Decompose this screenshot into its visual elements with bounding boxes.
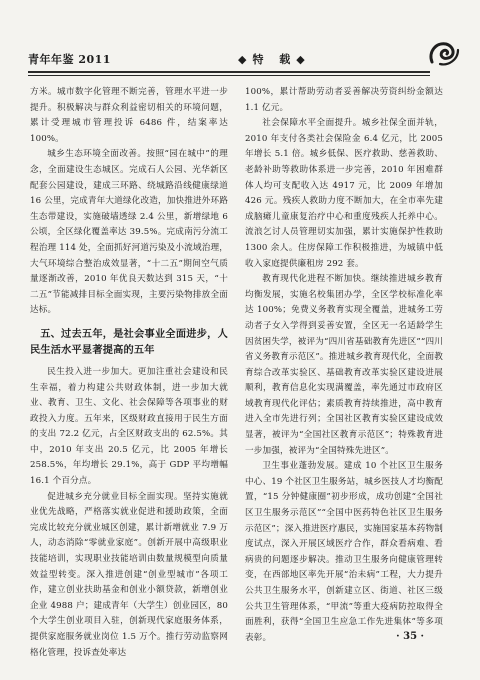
header-rule-thick [28,71,430,73]
right-column [245,85,443,646]
decorative-swirl-icon [426,38,460,68]
paragraph: 社会保障水平全面提升。城乡社保全面并轨，2010 年支付各类社会保险金 6.4 亿元，比 2005 年增长 5.1 倍。城乡低保、医疗救助、慈善救助、老龄补助等救助体系进一步完善，2010 年困难群体人均可支配收入达 4917 元，比 2009 年增加 426 元。残疾人救助力度不断加大，在全市率先建成脑瘫儿童康复治疗中心和重度残疾人托养中心。流浪乞讨人员管理切实加强，累计实施保护性救助 1300 余人。住房保障工作积极推进，为城镇中低收入家庭提供廉租房 292 套。 [245,118,443,269]
page-number: · 35 · [396,631,424,642]
paragraph: 促进城乡充分就业目标全面实现。坚持实施就业优先战略，严格落实就业促进和援助政策，全面完成比较充分就业城区创建，累计新增就业 7.9 万人，动态消除“零就业家庭”。创新开展中高级职业技能培训，实现职业技能培训由数量规模型向质量效益型转变。深入推进创建“创业型城市”各项工作，建立创业扶助基金和创业小额贷款，新增创业企业 4988 户；建成青年（大学生）创业园区，80 个大学生创业项目入驻，创新现代家庭服务体系，提供家庭服务就业岗位 1.5 万个。推行劳动监察网格化管理，投诉查处率达 [30,491,228,658]
left-column [30,85,228,661]
paragraph: 教育现代化进程不断加快。继续推进城乡教育均衡发展，实施名校集团办学，全区学校标准化率达 100%；免费义务教育实现全覆盖，进城务工劳动者子女入学得到妥善安置，全区无一名适龄学生因贫困失学，被评为“四川省基础教育先进区”“四川省义务教育示范区”。推进城乡教育现代化，全面教育综合改革实验区、基础教育改革实验区建设进展顺利，教育信息化实现满覆盖，率先通过市政府区域教育现代化评估；素质教育持续推进，高中教育进入全市先进行列；全国社区教育实验区建设成效显著，被评为“全国社区教育示范区”；特殊教育进一步加强，被评为“全国特殊先进区”。 [245,274,443,456]
paragraph: 城乡生态环境全面改善。按照“园在城中”的理念，全面建设生态城区。完成石人公园、光华新区配套公园建设，建成三环路、绕城路沿线健康绿道 16 公里，完成青年大道绿化改造，加快推进外环路生态带建设，实施破墙透绿 2.4 公里，新增绿地 6 公顷，全区绿化覆盖率达 39.5%。完成南污分流工程治理 114 处，全面抓好河道污染及小流域治理，大气环境综合整治成效显著，“十二五”期间空气质量逐渐改善，2010 年优良天数达到 315 天，“十二五”节能减排目标全面实现，主要污染物排放全面达标。 [30,149,228,316]
paragraph: 方米。城市数字化管理不断完善，管理水平进一步提升。积极解决与群众利益密切相关的环境问题，累计受理城市管理投诉 6486 件，结案率达 100%。 [30,87,228,144]
paragraph: 100%，累计帮助劳动者妥善解决劳资纠纷金额达 1.1 亿元。 [245,87,443,113]
section-heading: 五、过去五年，是社会事业全面进步，人民生活水平显著提高的五年 [30,328,228,356]
paragraph: 卫生事业蓬勃发展。建成 10 个社区卫生服务中心、19 个社区卫生服务站，城乡医技人才均衡配置，“15 分钟健康圈”初步形成，成功创建“全国社区卫生服务示范区”“全国中医药特色社区卫生服务示范区”；深入推进医疗惠民，实施国家基本药物制度试点，深入开展区域医疗合作，群众看病难、看病贵的问题逐步解决。推动卫生服务向健康管理转变，在西部地区率先开展“治未病”工程，大力提升公共卫生服务水平，创新建立区、街道、社区三级公共卫生管理体系，“甲流”等重大疫病防控取得全面胜利，获得“全国卫生应急工作先进集体”等多项表彰。 [245,461,443,643]
yearbook-title: 青年年鉴 2011 [28,53,111,66]
header-rule-thin [28,75,430,76]
paragraph: 民生投入进一步加大。更加注重社会建设和民生幸福，着力构建公共财政体制，进一步加大就业、教育、卫生、文化、社会保障等各项事业的财政投入力度。五年来，区级财政直接用于民生方面的支出 72.2 亿元，占全区财政支出的 62.5%。其中，2010 年支出 20.5 亿元，比 2005 年增长 258.5%，年均增长 29.1%，高于 GDP 平均增幅 16.1 个百分点。 [30,366,228,487]
section-title: ◆特 载◆ [238,53,311,66]
page-header [28,48,452,68]
